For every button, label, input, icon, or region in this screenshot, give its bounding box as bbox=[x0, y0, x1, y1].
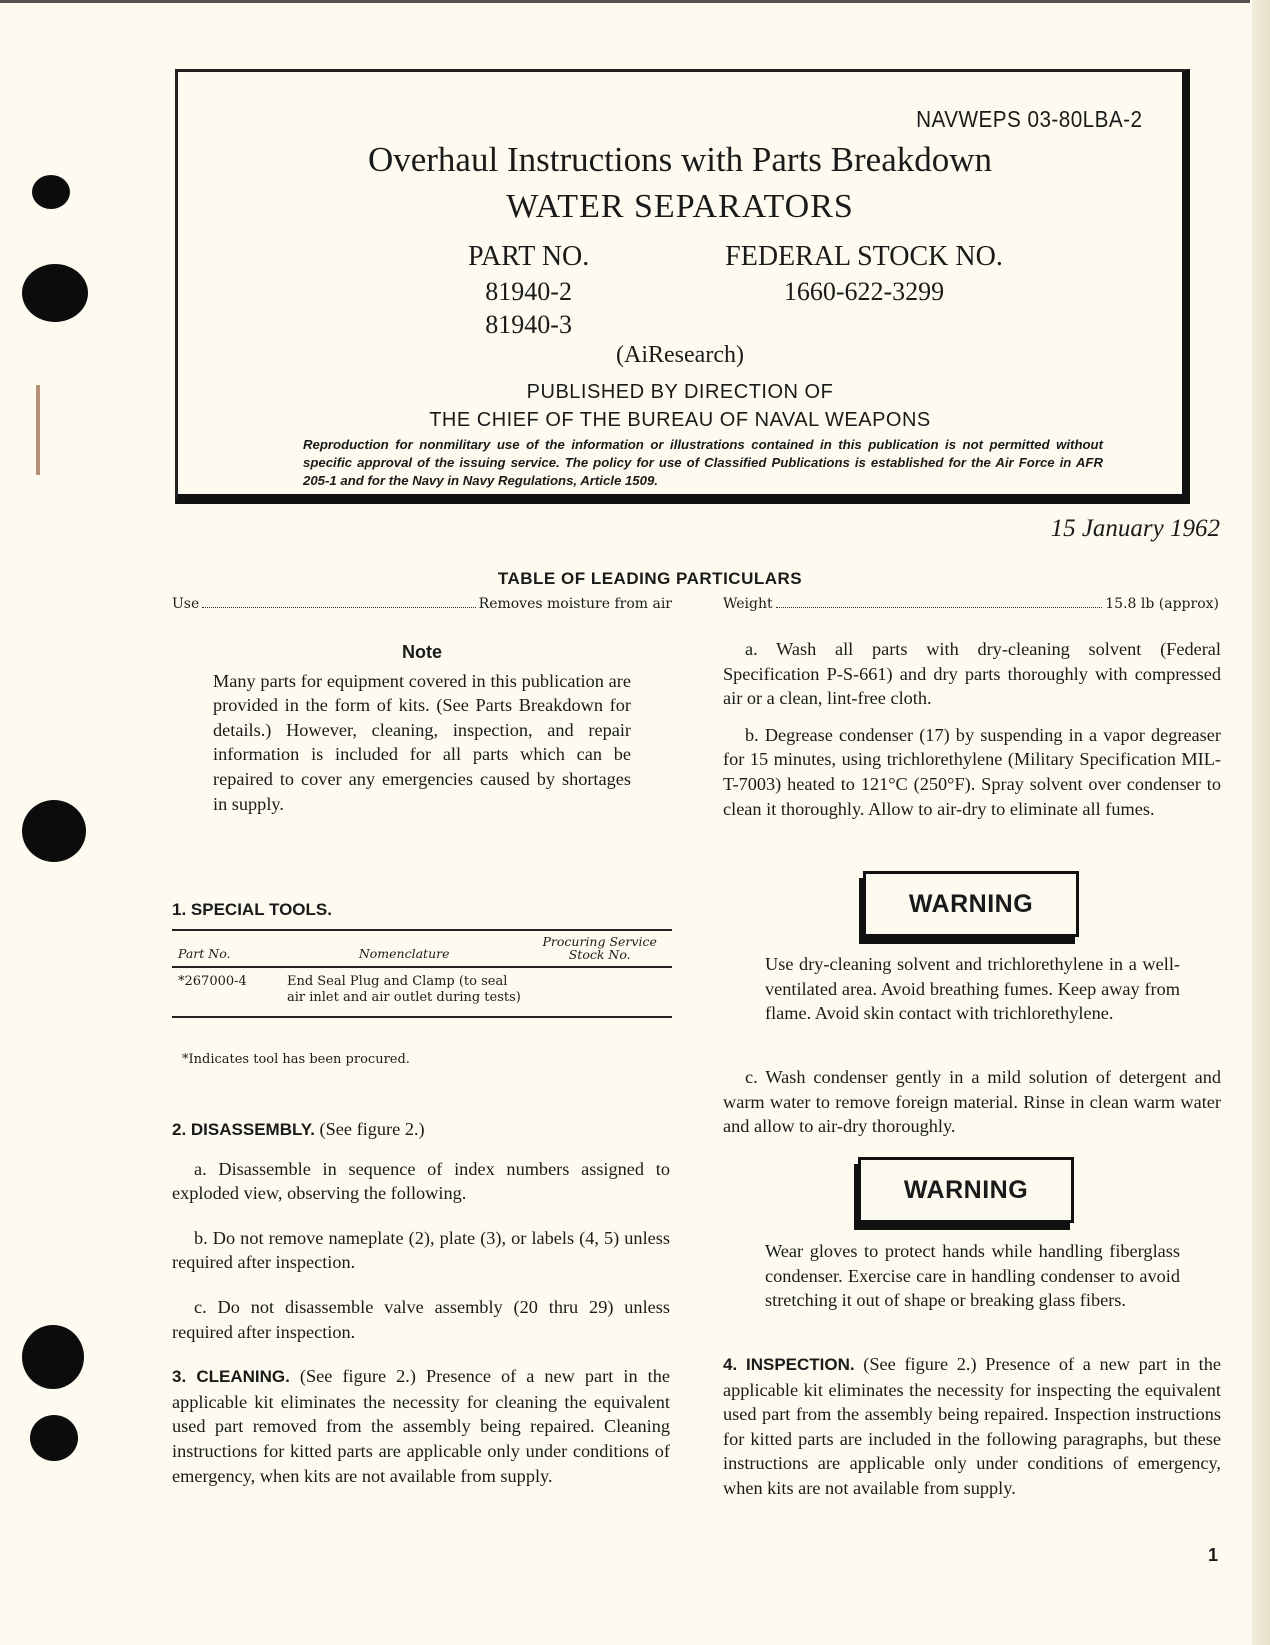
inspection-heading: 4. INSPECTION. bbox=[723, 1355, 855, 1374]
page-right-edge bbox=[1252, 0, 1270, 1645]
particular-value: 15.8 lb (approx) bbox=[1105, 596, 1219, 612]
table-row bbox=[172, 967, 672, 1017]
note-text: Many parts for equipment covered in this publication are provided in the form of kits. (See Parts Breakdown for details.) However, cleaning, inspection, and repair information is included for all parts which can be repaired to cover any emergencies caused by shortages in supply. bbox=[213, 670, 631, 814]
cleaning-step: c. Wash condenser gently in a mild solution of detergent and warm water to remove foreign material. Rinse in clean warm water and allow to air-dry thoroughly. bbox=[723, 1067, 1221, 1137]
disassembly-heading: 2. DISASSEMBLY. bbox=[172, 1120, 315, 1139]
disassembly-step: b. Do not remove nameplate (2), plate (3), or labels (4, 5) unless required after inspection. bbox=[172, 1227, 670, 1273]
cleaning-step: a. Wash all parts with dry-cleaning solvent (Federal Specification P-S-661) and dry parts thoroughly with compressed air or a clean, lint-free cloth. bbox=[723, 639, 1221, 709]
inspection-text: (See figure 2.) Presence of a new part in the applicable kit eliminates the necessity for inspecting the equivalent used part from the assembly being repaired. Inspection instructions for kitted parts are included in the following paragraphs, but these instructions are applicable only under conditions of emergency, when kits are not available from supply. bbox=[723, 1354, 1221, 1498]
tool-stock-no bbox=[527, 967, 672, 1017]
special-tools-heading: 1. SPECIAL TOOLS. bbox=[172, 900, 332, 919]
disassembly-step: c. Do not disassemble valve assembly (20 thru 29) unless required after inspection. bbox=[172, 1296, 670, 1342]
cleaning-steps bbox=[723, 637, 1221, 821]
title-block bbox=[175, 69, 1190, 504]
doc-title: Overhaul Instructions with Parts Breakdown bbox=[367, 140, 993, 179]
reproduction-notice: Reproduction for nonmilitary use of the information or illustrations contained in this publication is not permitted without specific approval of the issuing service. The policy for use of Classified Publications is established for the Air Force in AFR 205-1 and for the Navy in Navy Regulations, Article 1509. bbox=[303, 437, 1103, 488]
warning-text: Wear gloves to protect hands while handling fiberglass condenser. Exercise care in handling condenser to avoid stretching it out of shape or breaking glass fibers. bbox=[765, 1241, 1180, 1311]
tool-nomenclature: End Seal Plug and Clamp (to seal air inlet and air outlet during tests) bbox=[281, 967, 527, 1017]
special-tools-table bbox=[172, 929, 672, 1018]
note-title: Note bbox=[402, 642, 442, 662]
part-no-label: PART NO. bbox=[468, 241, 590, 272]
leading-particulars-title: TABLE OF LEADING PARTICULARS bbox=[497, 569, 803, 588]
dot-leader bbox=[202, 596, 475, 608]
particular-use bbox=[172, 596, 672, 612]
published-line: PUBLISHED BY DIRECTION OF bbox=[526, 381, 834, 403]
manufacturer: (AiResearch) bbox=[616, 342, 744, 368]
cleaning-heading: 3. CLEANING. bbox=[172, 1367, 290, 1387]
particular-label: Weight bbox=[723, 596, 773, 612]
particular-value: Removes moisture from air bbox=[478, 596, 672, 612]
disassembly-step: a. Disassemble in sequence of index numbers assigned to exploded view, observing the following. bbox=[172, 1158, 670, 1204]
particular-weight bbox=[723, 596, 1219, 612]
cleaning-step-c bbox=[723, 1065, 1221, 1139]
inspection-section bbox=[723, 1352, 1221, 1501]
binder-hole bbox=[30, 1415, 78, 1461]
note-block bbox=[213, 640, 631, 816]
binder-hole bbox=[22, 1325, 84, 1389]
part-number: 81940-3 bbox=[485, 310, 572, 339]
published-by bbox=[178, 378, 1182, 434]
publication-date: 15 January 1962 bbox=[1050, 515, 1220, 542]
published-line: THE CHIEF OF THE BUREAU OF NAVAL WEAPONS bbox=[429, 409, 931, 431]
federal-stock-column bbox=[714, 240, 1014, 308]
binder-hole bbox=[32, 175, 70, 209]
col-stock-no: Procuring Service Stock No. bbox=[527, 930, 672, 967]
disassembly-heading-line bbox=[172, 1117, 670, 1143]
dot-leader bbox=[776, 596, 1103, 608]
rust-stain bbox=[36, 385, 40, 475]
particular-label: Use bbox=[172, 596, 200, 612]
disassembly-section bbox=[172, 1117, 670, 1488]
tools-footnote: *Indicates tool has been procured. bbox=[182, 1052, 410, 1067]
binder-hole bbox=[22, 264, 88, 322]
cleaning-intro bbox=[172, 1364, 670, 1488]
warning-label: WARNING bbox=[858, 1157, 1074, 1223]
col-nomenclature: Nomenclature bbox=[281, 930, 527, 967]
warning-label: WARNING bbox=[863, 871, 1079, 937]
cleaning-text: (See figure 2.) Presence of a new part in the applicable kit eliminates the necessity for cleaning the equivalent used part removed from the assembly being repaired. Cleaning instructions for kitted parts are applicable only under conditions of emergency, when kits are not available from supply. bbox=[172, 1366, 670, 1486]
part-number-column bbox=[468, 240, 589, 341]
federal-stock-label: FEDERAL STOCK NO. bbox=[725, 241, 1003, 272]
part-number: 81940-2 bbox=[485, 277, 572, 306]
tool-part-no: *267000-4 bbox=[172, 967, 281, 1017]
inspection-paragraph bbox=[723, 1352, 1221, 1501]
page-number: 1 bbox=[1208, 1545, 1219, 1565]
warning-text: Use dry-cleaning solvent and trichlorethylene in a well-ventilated area. Avoid breathing fumes. Keep away from flame. Avoid skin contact with trichlorethylene. bbox=[765, 954, 1180, 1024]
cleaning-step: b. Degrease condenser (17) by suspending in a vapor degreaser for 15 minutes, using trichlorethylene (Military Specification MIL-T-7003) heated to 121°C (250°F). Spray solvent over condenser to clean it thoroughly. Allow to air-dry to eliminate all fumes. bbox=[723, 724, 1221, 819]
doc-number: NAVWEPS 03-80LBA-2 bbox=[915, 106, 1142, 132]
figure-ref: (See figure 2.) bbox=[314, 1119, 425, 1139]
col-part-no: Part No. bbox=[172, 930, 281, 967]
doc-subtitle: WATER SEPARATORS bbox=[506, 188, 854, 225]
federal-stock-number: 1660-622-3299 bbox=[783, 277, 945, 306]
binder-hole bbox=[22, 800, 86, 862]
page-top-edge bbox=[0, 0, 1250, 3]
